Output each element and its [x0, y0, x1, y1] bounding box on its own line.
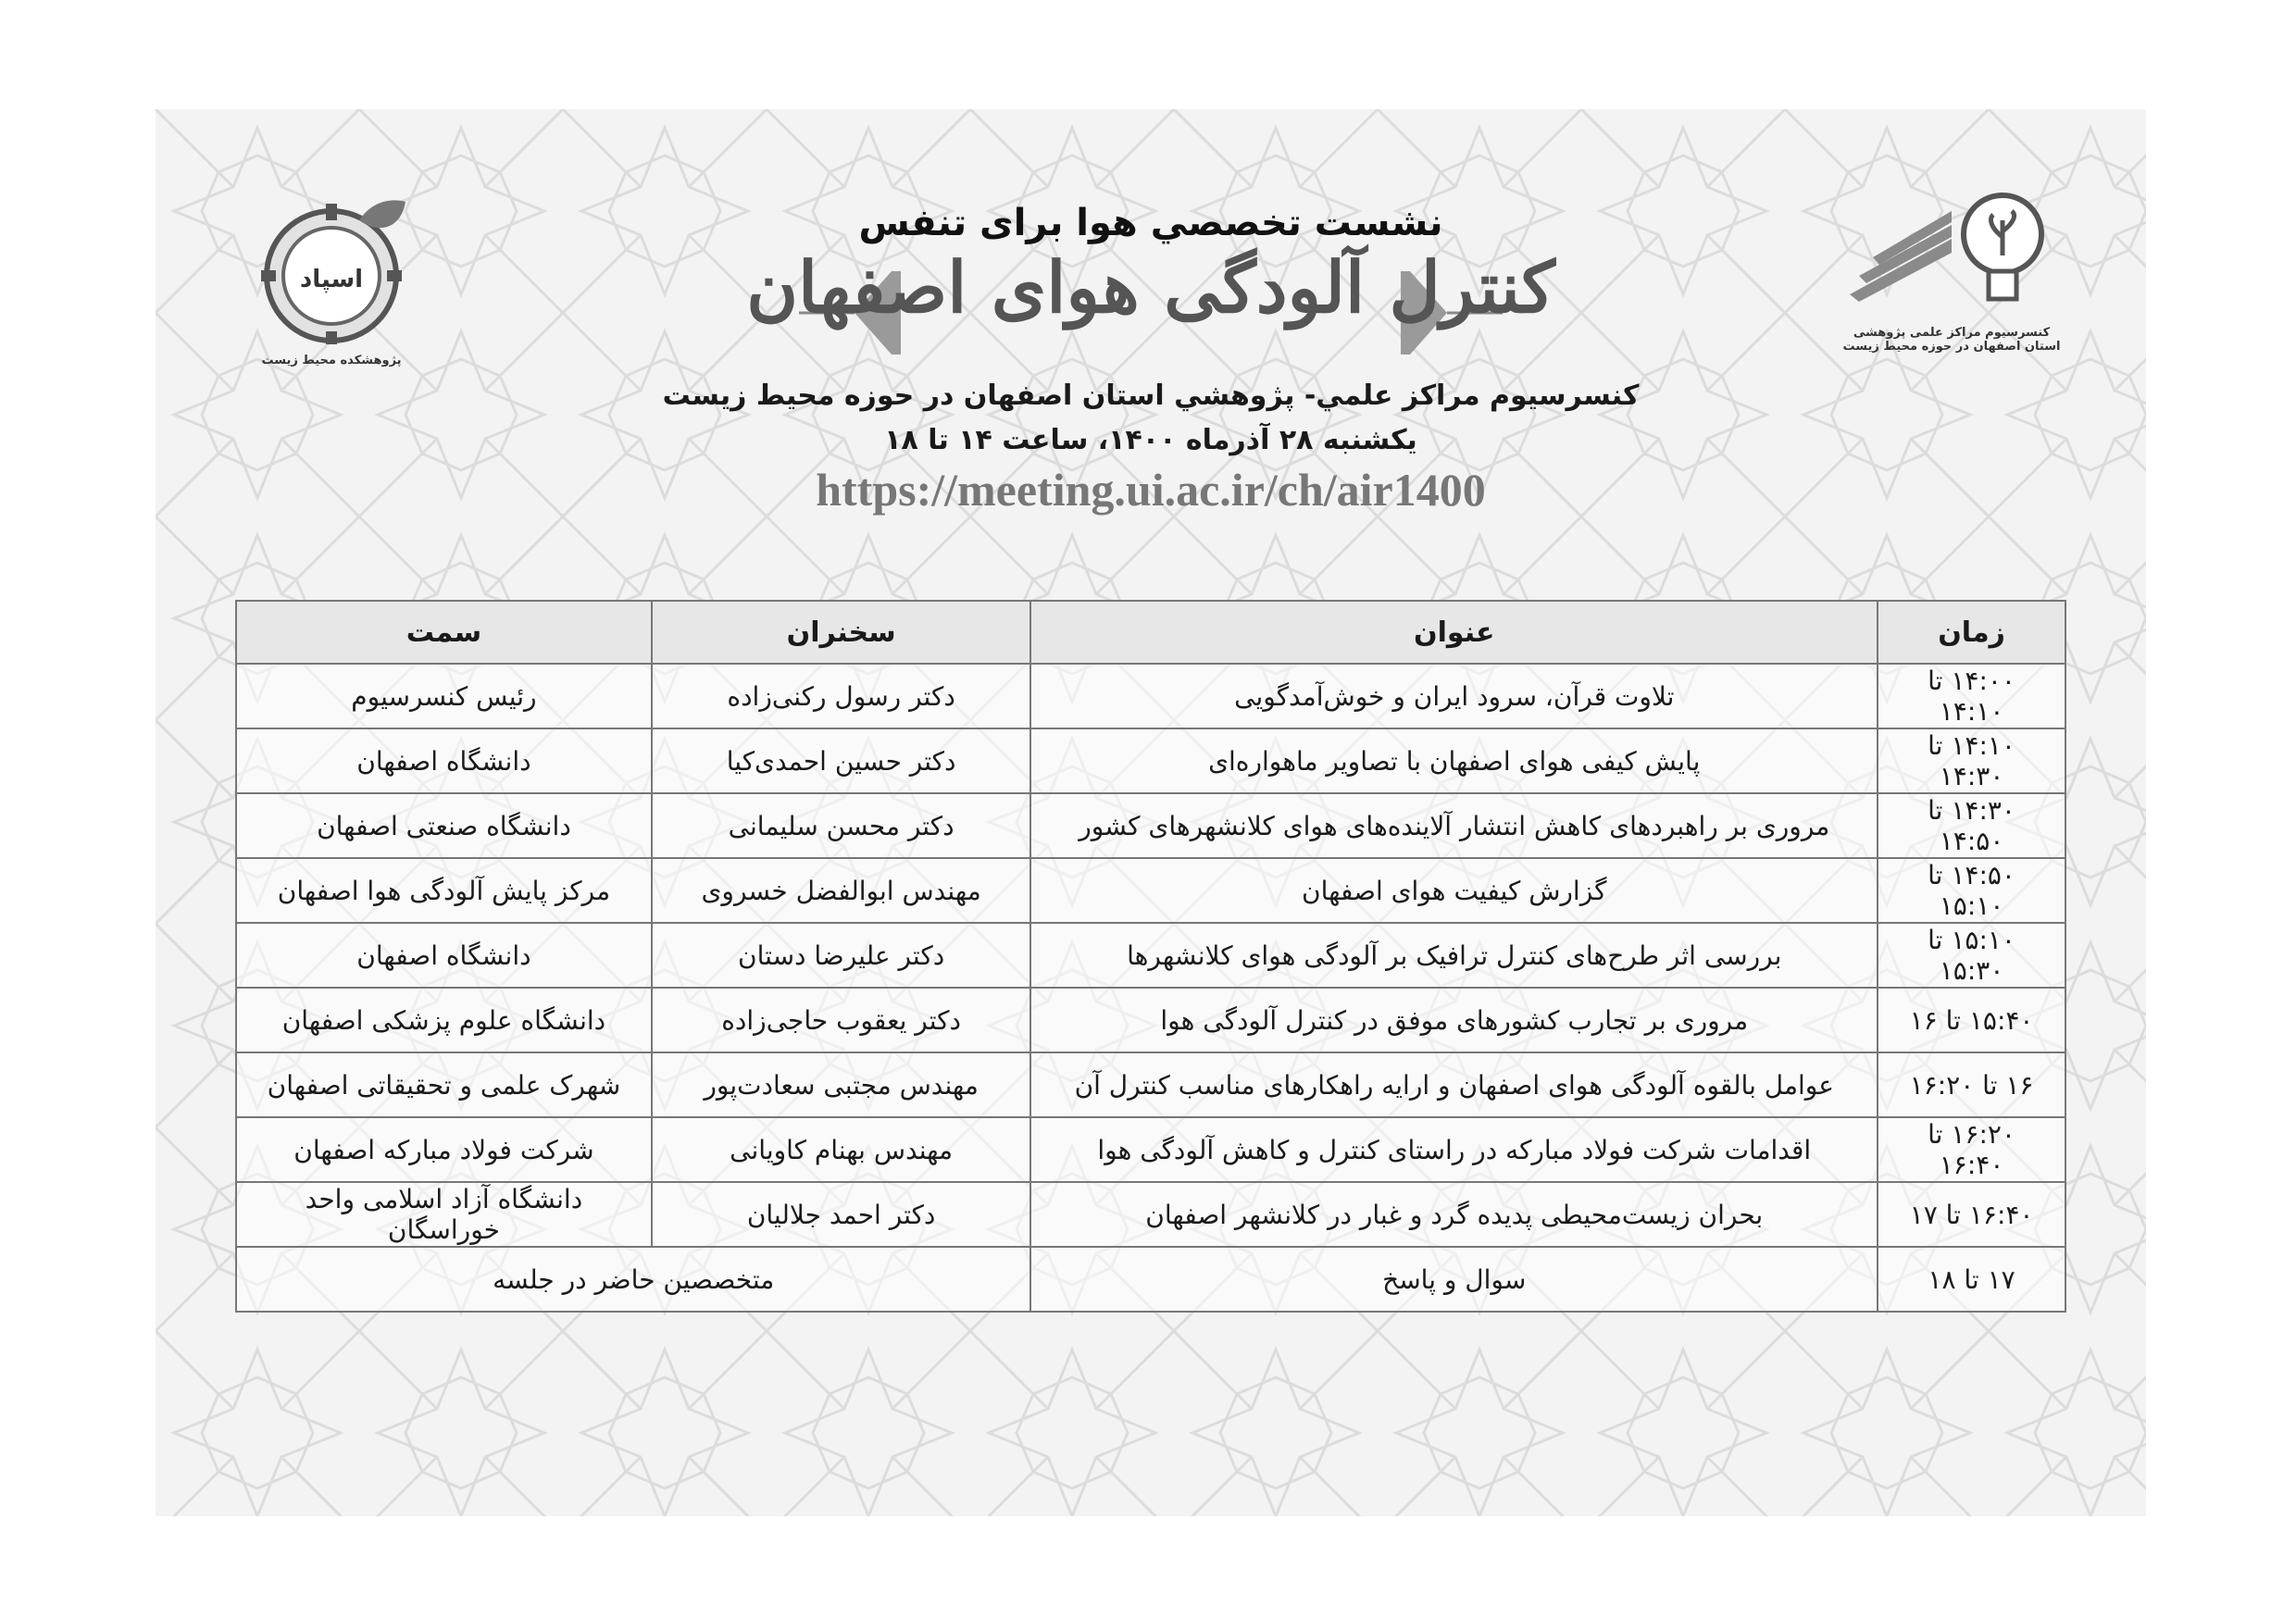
cell-role: دانشگاه اصفهان	[236, 923, 652, 988]
cell-speaker: مهندس بهنام كاويانى	[652, 1117, 1031, 1182]
date-time-line: يكشنبه ۲۸ آذرماه ۱۴۰۰، ساعت ۱۴ تا ۱۸	[884, 424, 1417, 456]
table-header-row	[236, 601, 2065, 664]
cell-role: دانشگاه صنعتى اصفهان	[236, 793, 652, 858]
cell-time: ۱۴:۱۰ تا ۱۴:۳۰	[1878, 728, 2065, 793]
cell-time: ۱۵:۱۰ تا ۱۵:۳۰	[1878, 923, 2065, 988]
schedule-table	[235, 600, 2066, 1313]
cell-title: عوامل بالقوه آلودگى هواى اصفهان و ارايه راهكارهاى مناسب كنترل آن	[1030, 1052, 1878, 1117]
cell-title: مرورى بر تجارب كشورهاى موفق در كنترل آلودگى هوا	[1030, 988, 1878, 1052]
cell-title: گزارش كيفيت هواى اصفهان	[1030, 858, 1878, 923]
cell-speaker: دكتر رسول ركنى‌زاده	[652, 664, 1031, 728]
cell-title: بحران زيست‌محيطى پديده گرد و غبار در كلانشهر اصفهان	[1030, 1182, 1878, 1247]
table-row	[236, 1182, 2065, 1247]
table-row	[236, 664, 2065, 728]
cell-speaker: دكتر يعقوب حاجى‌زاده	[652, 988, 1031, 1052]
cell-time: ۱۶:۴۰ تا ۱۷	[1878, 1182, 2065, 1247]
cell-title: پايش كيفى هواى اصفهان با تصاوير ماهواره‌اى	[1030, 728, 1878, 793]
table-row	[236, 923, 2065, 988]
right-logo-caption: کنسرسیوم مراکز علمی پژوهشی استان اصفهان در حوزه محیط زیست	[1842, 326, 2061, 354]
event-subtitle: نشست تخصصي هوا براى تنفس	[858, 202, 1443, 244]
table-row	[236, 1117, 2065, 1182]
cell-time: ۱۷ تا ۱۸	[1878, 1247, 2065, 1312]
table-row-final	[236, 1247, 2065, 1312]
cell-time: ۱۴:۳۰ تا ۱۴:۵۰	[1878, 793, 2065, 858]
cell-role: دانشگاه علوم پزشكى اصفهان	[236, 988, 652, 1052]
cell-role: مركز پايش آلودگى هوا اصفهان	[236, 858, 652, 923]
header-time: زمان	[1878, 601, 2065, 664]
cell-time: ۱۶ تا ۱۶:۲۰	[1878, 1052, 2065, 1117]
cell-speaker: مهندس ابوالفضل خسروى	[652, 858, 1031, 923]
poster-panel	[156, 109, 2146, 1516]
cell-title: بررسى اثر طرح‌هاى كنترل ترافيک بر آلودگى هواى كلانشهرها	[1030, 923, 1878, 988]
organizer-line: كنسرسيوم مراكز علمي- پژوهشي استان اصفهان در حوزه محيط زيست	[662, 380, 1640, 412]
table-row	[236, 793, 2065, 858]
table-row	[236, 728, 2065, 793]
header-role: سمت	[236, 601, 652, 664]
cell-title: تلاوت قرآن، سرود ايران و خوش‌آمدگويى	[1030, 664, 1878, 728]
cell-speaker: دكتر حسين احمدى‌كيا	[652, 728, 1031, 793]
cell-speaker: مهندس مجتبى سعادت‌پور	[652, 1052, 1031, 1117]
cell-speaker-role: متخصصين حاضر در جلسه	[236, 1247, 1030, 1312]
cell-role: رئيس كنسرسيوم	[236, 664, 652, 728]
left-logo-caption: پژوهشکده محیط زیست	[261, 354, 402, 367]
cell-speaker: دكتر محسن سليمانى	[652, 793, 1031, 858]
cell-title: سوال و پاسخ	[1030, 1247, 1878, 1312]
poster-header	[156, 109, 2146, 535]
table-row	[236, 858, 2065, 923]
cell-title: مرورى بر راهبردهاى كاهش انتشار آلاينده‌هاى هواى كلانشهرهاى كشور	[1030, 793, 1878, 858]
header-title: عنوان	[1030, 601, 1878, 664]
cell-role: دانشگاه اصفهان	[236, 728, 652, 793]
lightbulb-book-icon	[1841, 183, 2063, 322]
consortium-logo	[1841, 183, 2063, 368]
meeting-url[interactable]: https://meeting.ui.ac.ir/ch/air1400	[816, 464, 1486, 516]
cell-role: دانشگاه آزاد اسلامى واحد خوراسگان	[236, 1182, 652, 1247]
svg-text:اسپاد: اسپاد	[299, 266, 364, 293]
cell-speaker: دكتر عليرضا دستان	[652, 923, 1031, 988]
cell-speaker: دكتر احمد جلاليان	[652, 1182, 1031, 1247]
cell-time: ۱۴:۰۰ تا ۱۴:۱۰	[1878, 664, 2065, 728]
table-row	[236, 1052, 2065, 1117]
cell-time: ۱۵:۴۰ تا ۱۶	[1878, 988, 2065, 1052]
event-title: كنترل آلودگى هواى اصفهان	[746, 246, 1555, 329]
header-speaker: سخنران	[652, 601, 1031, 664]
cell-time: ۱۴:۵۰ تا ۱۵:۱۰	[1878, 858, 2065, 923]
cell-title: اقدامات شركت فولاد مباركه در راستاى كنترل و كاهش آلودگى هوا	[1030, 1117, 1878, 1182]
cell-role: شركت فولاد مباركه اصفهان	[236, 1117, 652, 1182]
cell-role: شهرک علمى و تحقيقاتى اصفهان	[236, 1052, 652, 1117]
table-row	[236, 988, 2065, 1052]
cell-time: ۱۶:۲۰ تا ۱۶:۴۰	[1878, 1117, 2065, 1182]
